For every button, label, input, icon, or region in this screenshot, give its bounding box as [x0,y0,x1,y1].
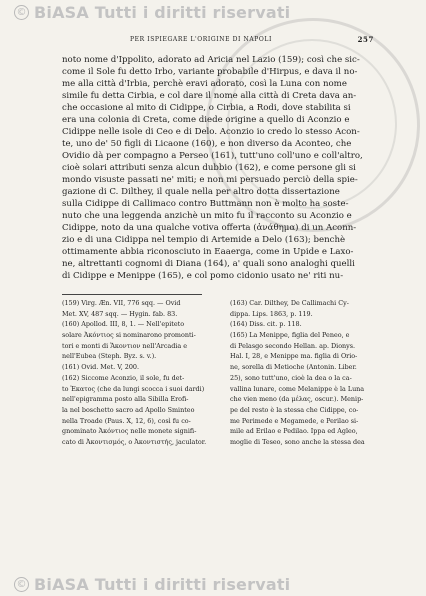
watermark-top [0,0,426,24]
footnote-line: 25), sono tutt'uno, cioè la dea o la ca- [230,373,352,382]
footnote-line: tori e monti di Ἄκοντιον nell'Arcadia e [62,341,187,350]
footnote-line: mile ad Erilao e Pedilao. Ippa ed Agleo, [230,427,358,436]
running-header [62,34,374,46]
text-line: era una colonia di Creta, come diede origine a quello di Aconzio e [62,115,350,125]
footnote-line: (161) Ovid. Met. V, 200. [62,363,140,372]
watermark-text: BiASA Tutti i diritti riservati [34,2,291,22]
footnotes-right-column [230,298,380,448]
text-line: mondo visuste passati ne' miti; e non mi persuado perciò della spie- [62,175,358,185]
footnote-line: (163) Car. Dilthey, De Callimachi Cy- [230,299,349,307]
footnote-line: che vien meno (da μέλας, oscur.). Menip- [230,395,364,404]
footnote-line: nella Troade (Paus. X, 12, 6), così fu co- [62,416,191,425]
copyright-icon: © [14,5,29,20]
footnote-line: pe del resto è la stessa che Cidippe, co- [230,405,359,414]
footnote-line: (164) Diss. cit. p. 118. [230,320,302,329]
text-line: zio e di una Cidippa nel tempio di Artemide a Delo (163); benchè [62,235,346,245]
text-line: te, uno de' 50 figli di Licaone (160), e non diverso da Aconteo, che [62,139,352,149]
footnote-line: to Ἑκατος (che da lungi scocca i suoi dardi) [62,384,205,393]
footnote-line: ne, sorella di Metioche (Antonin. Liber. [230,363,357,372]
footnote-line: moglie di Teseo, sono anche la stessa dea [230,437,365,446]
text-line: simile fu detta Cirbia, e col dare il nome alla città di Creta dava an- [62,91,357,101]
running-title: PER ISPIEGARE L'ORIGINE DI NAPOLI [130,36,272,43]
text-line: che occasione al mito di Cidippe, o Cirbia, a Rodi, dove stabilita si [62,103,351,113]
footnote-line: Hal. I, 28, e Menippe ma. figlia di Orio- [230,352,358,361]
text-line: Ovidio dà per compagno a Perseo (161), tutt'uno coll'uno e coll'altro, [62,151,363,161]
footnote-line: (165) La Menippe, figlia del Peneo, e [230,331,350,340]
footnote-line: (160) Apollod. III, 8, 1. — Nell'epiteto [62,320,185,329]
footnote-line: nell'Eubea (Steph. Byz. s. v.). [62,352,157,361]
footnote-line: (162) Siccome Aconzio, il sole, fu det- [62,373,185,382]
footnote-line: nell'epigramma posto alla Sibilla Erofi- [62,395,189,404]
footnote-line: dippa. Lips. 1863, p. 119. [230,309,313,318]
page-number: 257 [357,35,374,44]
watermark-bottom [0,572,426,596]
footnote-line: vallina lunare, come Melanippe è la Luna [230,384,365,393]
copyright-icon: © [14,577,29,592]
text-line: come il Sole fu detto Irbo, variante probabile d'Hirpus, e dava il no- [62,67,358,77]
text-line: cioè solari attributi senza alcun dubbio (162), e come persone gli si [62,163,356,173]
footnotes-left-column [62,298,212,448]
text-line: me alla città d'Irbia, perchè eravi adorato, così la Luna con nome [62,79,347,89]
text-line: noto nome d'Ippolito, adorato ad Aricia nel Lazio (159); così che sic- [62,55,360,65]
footnote-line: la nel boschetto sacro ad Apollo Sminteo [62,405,195,414]
text-line: ne, altrettanti cognomi di Diana (164), a' quali sono analoghi quelli [62,259,355,269]
footnote-line: di Pelasgo secondo Hellan. ap. Dionys. [230,341,356,350]
main-text [62,54,380,282]
footnote-line: solare Ἀκόντιος si nominarono promonti- [62,331,196,340]
footnote-line: gnominato Ἀκόντιος nelle monete signifi- [62,427,197,436]
text-line: nuto che una leggenda anzichè un mito fu il racconto su Aconzio e [62,211,352,221]
text-line: ottimamente abbia riconosciuto in Eaaerga, come in Upide e Laxo- [62,247,354,257]
text-line: Cidippe, noto da una qualche votiva offerta (ἀνάθημα) di un Aconn- [62,223,357,233]
text-line: gazione di C. Dilthey, il quale nella per altro dotta dissertazione [62,187,340,197]
footnote-line: cato di Ἀκοντισμός, o Ἀκοντιστής, jaculator. [62,437,207,446]
text-line: Cidippe nelle isole di Ceo e di Delo. Aconzio io credo lo stesso Acon- [62,127,360,137]
text-line: di Cidippe e Menippe (165), e col pomo cidonio usato ne' riti nu- [62,271,344,281]
footnote-line: Met. XV, 487 sqq. — Hygin. fab. 83. [62,309,178,318]
text-line: sulla Cidippe di Callimaco contro Buttmann non è molto ha soste- [62,199,349,209]
footnote-line: (159) Virg. Æn. VII, 776 sqq. — Ovid [62,299,181,307]
footnote-line: me Perimede e Megamede, e Perilao si- [230,416,359,425]
footnote-divider [62,294,202,295]
watermark-text: BiASA Tutti i diritti riservati [34,574,291,594]
